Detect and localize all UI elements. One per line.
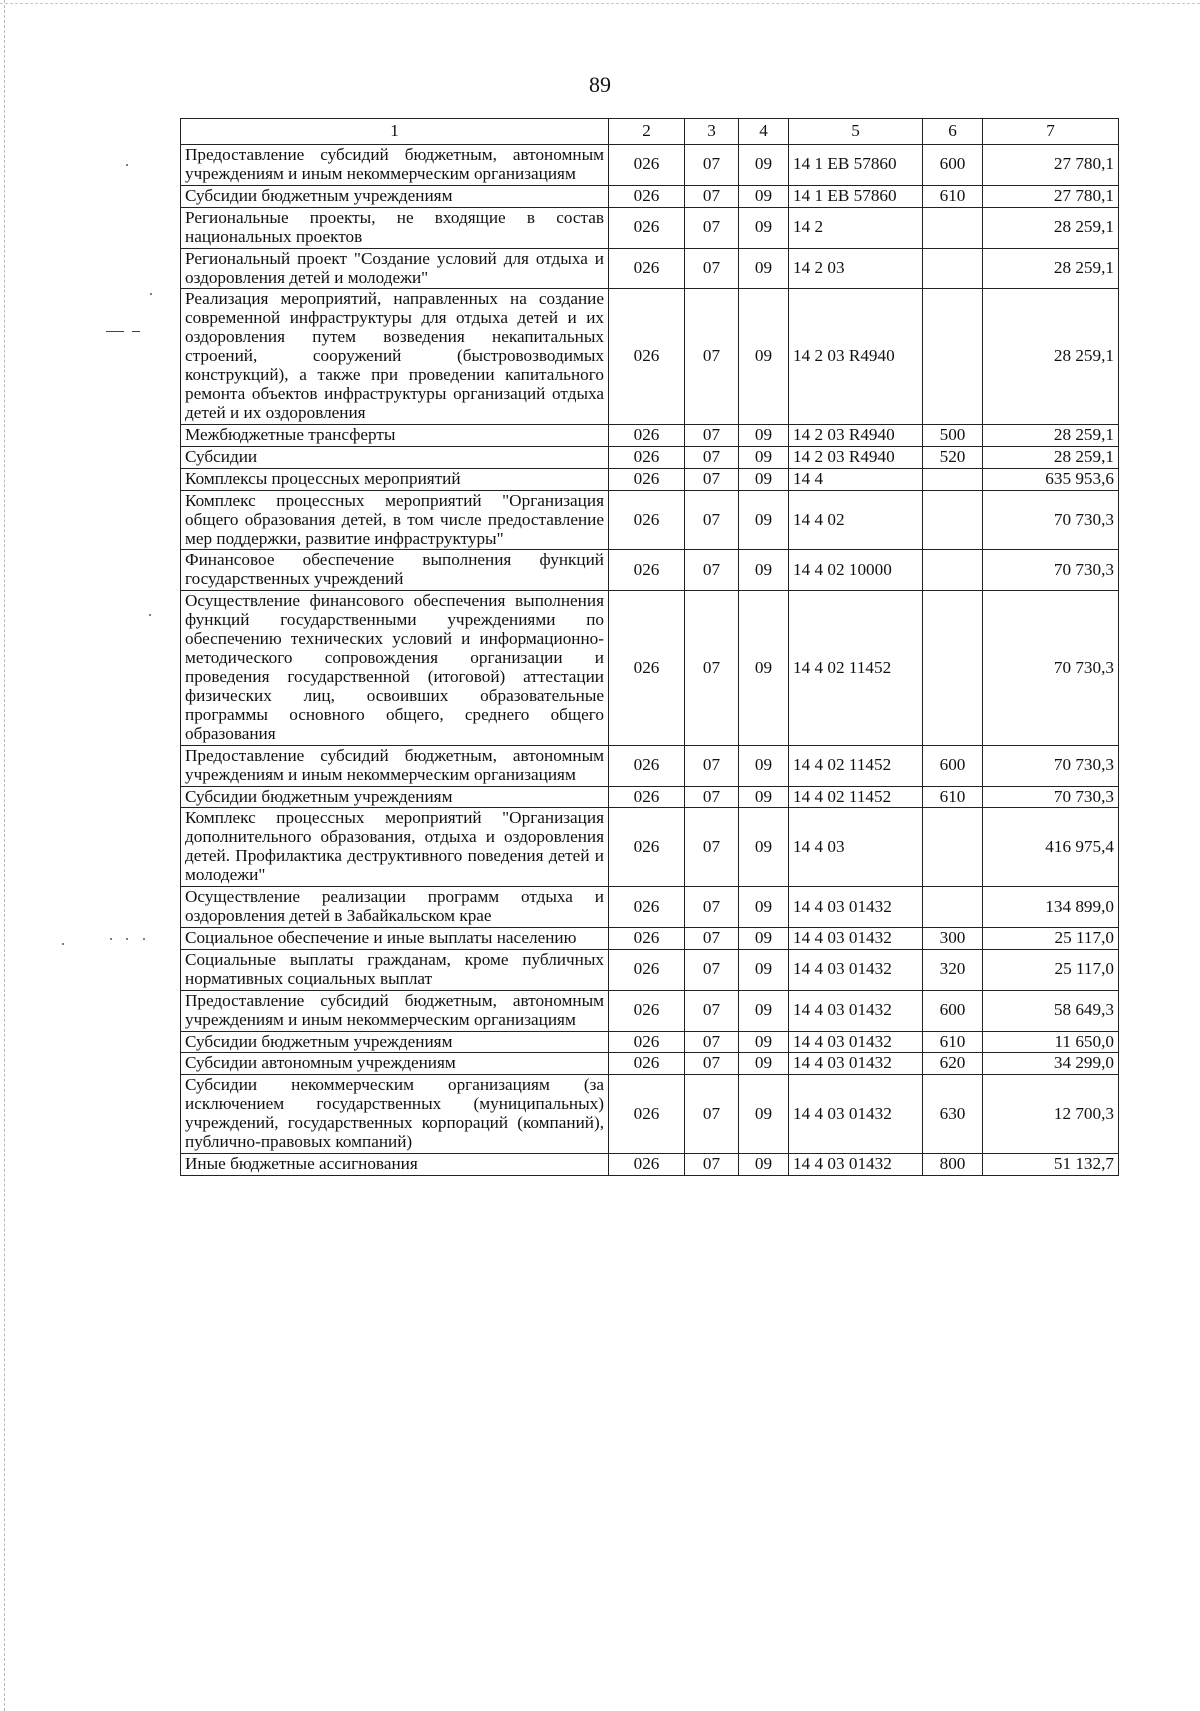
row-expense-type: 500 <box>923 424 983 446</box>
row-section: 07 <box>685 468 739 490</box>
row-amount: 70 730,3 <box>983 786 1119 808</box>
row-target-article: 14 4 03 01432 <box>789 949 923 990</box>
row-target-article: 14 4 02 11452 <box>789 786 923 808</box>
row-section: 07 <box>685 490 739 550</box>
row-expense-type: 520 <box>923 446 983 468</box>
table-body <box>181 145 1119 1176</box>
row-target-article: 14 4 03 01432 <box>789 1053 923 1075</box>
row-name: Комплексы процессных мероприятий <box>181 468 609 490</box>
row-section: 07 <box>685 424 739 446</box>
row-name: Финансовое обеспечение выполнения функций государственных учреждений <box>181 550 609 591</box>
row-amount: 27 780,1 <box>983 185 1119 207</box>
table-row <box>181 927 1119 949</box>
row-expense-type <box>923 289 983 424</box>
row-admin-code: 026 <box>609 1075 685 1154</box>
table-row <box>181 1053 1119 1075</box>
row-section: 07 <box>685 990 739 1031</box>
row-section: 07 <box>685 887 739 928</box>
row-subsection: 09 <box>739 446 789 468</box>
scan-speck <box>62 943 64 945</box>
row-amount: 28 259,1 <box>983 289 1119 424</box>
row-subsection: 09 <box>739 145 789 186</box>
row-name: Иные бюджетные ассигнования <box>181 1154 609 1176</box>
row-subsection: 09 <box>739 468 789 490</box>
row-subsection: 09 <box>739 591 789 745</box>
table-row <box>181 248 1119 289</box>
row-subsection: 09 <box>739 1154 789 1176</box>
row-target-article: 14 2 03 <box>789 248 923 289</box>
row-section: 07 <box>685 248 739 289</box>
row-target-article: 14 4 03 01432 <box>789 990 923 1031</box>
row-section: 07 <box>685 745 739 786</box>
table-row <box>181 1154 1119 1176</box>
table-row <box>181 446 1119 468</box>
budget-table <box>180 118 1119 1176</box>
row-expense-type: 610 <box>923 1031 983 1053</box>
row-section: 07 <box>685 550 739 591</box>
row-admin-code: 026 <box>609 1031 685 1053</box>
row-section: 07 <box>685 1154 739 1176</box>
row-subsection: 09 <box>739 745 789 786</box>
row-amount: 635 953,6 <box>983 468 1119 490</box>
table-row <box>181 745 1119 786</box>
column-header-2: 2 <box>609 119 685 145</box>
table-row <box>181 1075 1119 1154</box>
table-row <box>181 887 1119 928</box>
row-amount: 70 730,3 <box>983 591 1119 745</box>
row-target-article: 14 1 ЕВ 57860 <box>789 145 923 186</box>
row-target-article: 14 2 03 R4940 <box>789 289 923 424</box>
row-admin-code: 026 <box>609 207 685 248</box>
row-expense-type: 600 <box>923 145 983 186</box>
page-number: 89 <box>589 72 611 97</box>
row-admin-code: 026 <box>609 468 685 490</box>
row-subsection: 09 <box>739 786 789 808</box>
row-name: Предоставление субсидий бюджетным, автономным учреждениям и иным некоммерческим организациям <box>181 990 609 1031</box>
row-subsection: 09 <box>739 949 789 990</box>
row-expense-type: 620 <box>923 1053 983 1075</box>
row-name: Субсидии <box>181 446 609 468</box>
row-name: Предоставление субсидий бюджетным, автономным учреждениям и иным некоммерческим организациям <box>181 145 609 186</box>
row-expense-type: 300 <box>923 927 983 949</box>
column-header-1: 1 <box>181 119 609 145</box>
row-section: 07 <box>685 289 739 424</box>
row-admin-code: 026 <box>609 1154 685 1176</box>
row-target-article: 14 4 03 01432 <box>789 1154 923 1176</box>
row-subsection: 09 <box>739 185 789 207</box>
row-expense-type <box>923 591 983 745</box>
row-expense-type: 630 <box>923 1075 983 1154</box>
row-target-article: 14 4 03 01432 <box>789 1075 923 1154</box>
row-admin-code: 026 <box>609 289 685 424</box>
row-section: 07 <box>685 786 739 808</box>
scan-speck <box>143 938 145 940</box>
table-row <box>181 949 1119 990</box>
column-header-6: 6 <box>923 119 983 145</box>
row-subsection: 09 <box>739 490 789 550</box>
row-amount: 27 780,1 <box>983 145 1119 186</box>
row-section: 07 <box>685 949 739 990</box>
scan-speck <box>126 164 128 166</box>
row-target-article: 14 2 03 R4940 <box>789 424 923 446</box>
table-row <box>181 591 1119 745</box>
row-amount: 70 730,3 <box>983 745 1119 786</box>
row-subsection: 09 <box>739 927 789 949</box>
row-section: 07 <box>685 207 739 248</box>
row-subsection: 09 <box>739 990 789 1031</box>
row-admin-code: 026 <box>609 949 685 990</box>
row-amount: 28 259,1 <box>983 248 1119 289</box>
row-section: 07 <box>685 185 739 207</box>
row-amount: 25 117,0 <box>983 949 1119 990</box>
row-admin-code: 026 <box>609 446 685 468</box>
column-header-3: 3 <box>685 119 739 145</box>
row-section: 07 <box>685 446 739 468</box>
row-admin-code: 026 <box>609 808 685 887</box>
row-amount: 70 730,3 <box>983 490 1119 550</box>
row-name: Региональный проект "Создание условий для отдыха и оздоровления детей и молодежи" <box>181 248 609 289</box>
row-admin-code: 026 <box>609 1053 685 1075</box>
table-row <box>181 145 1119 186</box>
scan-speck <box>110 938 112 940</box>
row-amount: 416 975,4 <box>983 808 1119 887</box>
row-subsection: 09 <box>739 289 789 424</box>
row-target-article: 14 2 <box>789 207 923 248</box>
row-name: Реализация мероприятий, направленных на создание современной инфраструктуры для отдыха детей и их оздоровления путем возведения некапитальных строений, сооружений (быстровозводимых конструкций), а также при проведении капитального ремонта объектов инфраструктуры организаций отдыха детей и их оздоровления <box>181 289 609 424</box>
row-amount: 28 259,1 <box>983 207 1119 248</box>
row-admin-code: 026 <box>609 990 685 1031</box>
row-target-article: 14 4 03 01432 <box>789 1031 923 1053</box>
row-admin-code: 026 <box>609 745 685 786</box>
scan-edge-left <box>4 0 5 1711</box>
row-section: 07 <box>685 808 739 887</box>
row-target-article: 14 4 03 <box>789 808 923 887</box>
row-name: Осуществление финансового обеспечения выполнения функций государственными учреждениями по обеспечению технических условий и информационно-методического сопровождения организации и проведения государственной (итоговой) аттестации физических лиц, освоивших образовательные программы основного общего, среднего общего образования <box>181 591 609 745</box>
table-row <box>181 990 1119 1031</box>
row-amount: 25 117,0 <box>983 927 1119 949</box>
row-name: Комплекс процессных мероприятий "Организация дополнительного образования, отдыха и оздоровления детей. Профилактика деструктивного поведения детей и молодежи" <box>181 808 609 887</box>
row-section: 07 <box>685 1053 739 1075</box>
row-name: Субсидии бюджетным учреждениям <box>181 786 609 808</box>
row-name: Региональные проекты, не входящие в состав национальных проектов <box>181 207 609 248</box>
row-amount: 28 259,1 <box>983 446 1119 468</box>
row-subsection: 09 <box>739 887 789 928</box>
row-target-article: 14 4 03 01432 <box>789 887 923 928</box>
row-name: Межбюджетные трансферты <box>181 424 609 446</box>
scan-speck <box>126 938 128 940</box>
row-expense-type <box>923 490 983 550</box>
row-section: 07 <box>685 1031 739 1053</box>
row-name: Осуществление реализации программ отдыха и оздоровления детей в Забайкальском крае <box>181 887 609 928</box>
row-subsection: 09 <box>739 248 789 289</box>
row-amount: 134 899,0 <box>983 887 1119 928</box>
row-expense-type <box>923 808 983 887</box>
row-name: Предоставление субсидий бюджетным, автономным учреждениям и иным некоммерческим организациям <box>181 745 609 786</box>
row-admin-code: 026 <box>609 424 685 446</box>
row-subsection: 09 <box>739 1075 789 1154</box>
row-admin-code: 026 <box>609 490 685 550</box>
row-admin-code: 026 <box>609 927 685 949</box>
row-amount: 12 700,3 <box>983 1075 1119 1154</box>
row-expense-type: 800 <box>923 1154 983 1176</box>
row-section: 07 <box>685 591 739 745</box>
row-amount: 34 299,0 <box>983 1053 1119 1075</box>
row-target-article: 14 4 02 10000 <box>789 550 923 591</box>
row-expense-type: 600 <box>923 990 983 1031</box>
row-subsection: 09 <box>739 550 789 591</box>
row-name: Субсидии бюджетным учреждениям <box>181 185 609 207</box>
row-target-article: 14 2 03 R4940 <box>789 446 923 468</box>
scan-speck <box>149 614 151 616</box>
row-admin-code: 026 <box>609 786 685 808</box>
row-target-article: 14 4 02 <box>789 490 923 550</box>
row-target-article: 14 4 02 11452 <box>789 745 923 786</box>
row-section: 07 <box>685 927 739 949</box>
row-expense-type <box>923 207 983 248</box>
row-name: Комплекс процессных мероприятий "Организация общего образования детей, в том числе предоставление мер поддержки, развитие инфраструктуры" <box>181 490 609 550</box>
table-row <box>181 207 1119 248</box>
table-row <box>181 424 1119 446</box>
column-header-5: 5 <box>789 119 923 145</box>
row-expense-type <box>923 887 983 928</box>
scan-mark <box>106 331 124 332</box>
row-name: Субсидии автономным учреждениям <box>181 1053 609 1075</box>
row-subsection: 09 <box>739 1053 789 1075</box>
row-admin-code: 026 <box>609 591 685 745</box>
row-amount: 58 649,3 <box>983 990 1119 1031</box>
row-admin-code: 026 <box>609 248 685 289</box>
row-expense-type <box>923 468 983 490</box>
column-header-7: 7 <box>983 119 1119 145</box>
row-subsection: 09 <box>739 1031 789 1053</box>
row-admin-code: 026 <box>609 550 685 591</box>
row-target-article: 14 4 02 11452 <box>789 591 923 745</box>
row-expense-type: 610 <box>923 786 983 808</box>
row-admin-code: 026 <box>609 185 685 207</box>
table-row <box>181 786 1119 808</box>
table-row <box>181 490 1119 550</box>
row-name: Социальные выплаты гражданам, кроме публичных нормативных социальных выплат <box>181 949 609 990</box>
scan-edge-top <box>0 3 1200 4</box>
table-row <box>181 468 1119 490</box>
row-expense-type <box>923 248 983 289</box>
row-target-article: 14 4 <box>789 468 923 490</box>
table-row <box>181 1031 1119 1053</box>
row-subsection: 09 <box>739 808 789 887</box>
row-amount: 11 650,0 <box>983 1031 1119 1053</box>
row-amount: 28 259,1 <box>983 424 1119 446</box>
row-admin-code: 026 <box>609 887 685 928</box>
row-target-article: 14 4 03 01432 <box>789 927 923 949</box>
table-row <box>181 808 1119 887</box>
row-amount: 70 730,3 <box>983 550 1119 591</box>
scan-speck <box>150 293 152 295</box>
table-row <box>181 185 1119 207</box>
scan-mark <box>132 331 140 332</box>
row-name: Субсидии некоммерческим организациям (за исключением государственных (муниципальных) учреждений, государственных корпораций (компаний), публично-правовых компаний) <box>181 1075 609 1154</box>
row-name: Субсидии бюджетным учреждениям <box>181 1031 609 1053</box>
row-section: 07 <box>685 145 739 186</box>
table-row <box>181 289 1119 424</box>
row-expense-type <box>923 550 983 591</box>
row-expense-type: 600 <box>923 745 983 786</box>
row-name: Социальное обеспечение и иные выплаты населению <box>181 927 609 949</box>
row-subsection: 09 <box>739 424 789 446</box>
table-row <box>181 550 1119 591</box>
table-header-row <box>181 119 1119 145</box>
row-target-article: 14 1 ЕВ 57860 <box>789 185 923 207</box>
row-admin-code: 026 <box>609 145 685 186</box>
row-section: 07 <box>685 1075 739 1154</box>
row-expense-type: 320 <box>923 949 983 990</box>
row-expense-type: 610 <box>923 185 983 207</box>
row-amount: 51 132,7 <box>983 1154 1119 1176</box>
row-subsection: 09 <box>739 207 789 248</box>
column-header-4: 4 <box>739 119 789 145</box>
